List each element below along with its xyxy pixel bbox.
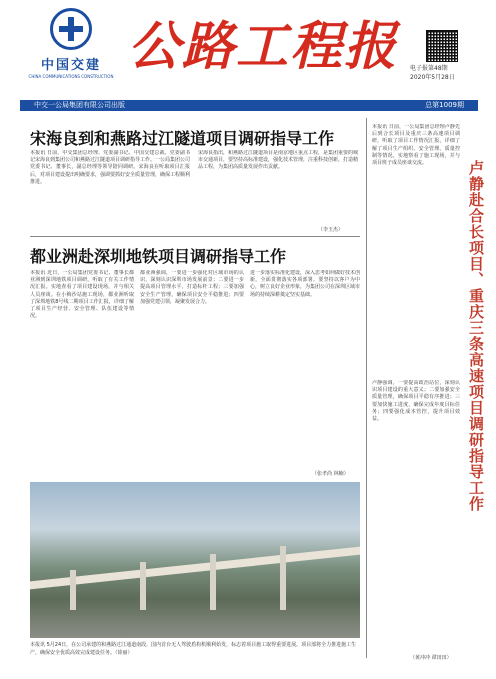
article1-sign: （李玉杰） [318, 227, 344, 233]
bridge-pier [210, 554, 216, 610]
article2-col3: 进一步落实标准化建设，深入思考如何做好技术创新，全面贯彻落实各项部署。要坚持以客户为中心，树立良好企业形象，为集团公司在深圳区域市场的持续深耕奠定坚实基础。 [250, 270, 360, 298]
right-article-title[interactable]: 卢静赴合长项目、重庆三条高速项目调研指导工作 [467, 160, 485, 512]
ccc-logo-icon [50, 8, 92, 50]
right-article-col2: 卢静强调，一要提高政治站位，深刻认识项目建设的重大意义；二要加强安全质量管理，确保项目平稳有序推进；三要加快施工进度，确保完成年度目标任务；四要强化成本管控，提升项目效益。 [372, 380, 460, 423]
issue-date: 2020年5月28日 [410, 74, 455, 81]
bridge-pier [280, 546, 286, 610]
column-divider [366, 118, 367, 658]
right-article-col1: 本报讯 日前，一公局集团总经理卢静先后到合长项目及重庆三条高速项目调研，听取了项目工作情况汇报，详细了解了项目生产组织、安全管理、质量控制等情况，实地察看了施工现场，并与项目班子成员座谈交流。 [372, 124, 460, 167]
company-logo [28, 8, 114, 86]
bridge-photo [30, 482, 360, 638]
article1-col1: 本报讯 日前，中交集团总经理、党委副书记、中国交建总裁、党委副书记宋海良到集团公司和燕路过江隧道项目调研指导工作。一公局集团公司党委书记、董事长，副总经理等领导陪同调研。宋海良在听取项目汇报后，对项目建设提出明确要求，强调要抓好安全质量管理，确保工程顺利推进。 [30, 150, 190, 185]
article2-col2: 都业洲强调，一要进一步强化对区域市场的认识，深刻认识深圳市场发展前景；二要进一步提高项目管理水平，打造标杆工程；三要加强安全生产管理，确保项目安全平稳推进；四要加强党建引领，凝聚发展合力。 [140, 270, 244, 305]
article1-title[interactable]: 宋海良到和燕路过江隧道项目调研指导工作 [30, 129, 335, 148]
publisher-name: 中交一公局集团有限公司出版 [34, 101, 125, 109]
right-article-sign: （黄冲冲 谭田田） [410, 655, 452, 661]
divider [30, 236, 360, 237]
newspaper-brand: 公路工程报 [128, 16, 399, 77]
bridge-pier [70, 570, 76, 610]
issue-info [410, 64, 490, 82]
total-issue: 总第1009期 [425, 101, 464, 109]
bridge-pier [140, 562, 146, 610]
logo-text-cn: 中国交建 [40, 58, 101, 73]
article2-title[interactable]: 都业洲赴深圳地铁项目调研指导工作 [30, 247, 287, 266]
article2-sign: （张孝尚 林楠） [312, 471, 349, 477]
issue-number: 电子报第48期 [410, 65, 448, 72]
qr-code-icon[interactable] [426, 30, 458, 62]
article1-col2: 宋海良指出，和燕路过江隧道项目是南京地区重点工程，是集团重要的城市交通项目，要坚持高标准建设，强化技术管理，注重科技创新，打造精品工程，为集团高质量发展作出贡献。 [198, 150, 358, 171]
photo-caption: 本报讯 5月24日，在公司承建的和燕路过江通道南段，国内首台无人驾驶盾构机顺利始发，标志着项目施工取得重要进展。项目部将全力推进施工生产，确保安全优质高效完成建设任务。（徐丽） [30, 642, 357, 656]
publisher-bar [20, 100, 478, 111]
bridge-deck [30, 547, 360, 590]
masthead [0, 0, 496, 96]
logo-text-en: CHINA COMMUNICATIONS CONSTRUCTION [28, 74, 114, 79]
article2-col1: 本报讯 近日，一公局集团党委书记、董事长都业洲到深圳地铁项目调研，听取了有关工作情况汇报。实地查看了项目建设现场，并与相关人员座谈。在小梅沙站施工现场，都业洲听取了深圳地铁8号线二期项目工作汇报，详细了解了项目生产经营、安全管理、队伍建设等情况。 [30, 270, 134, 320]
